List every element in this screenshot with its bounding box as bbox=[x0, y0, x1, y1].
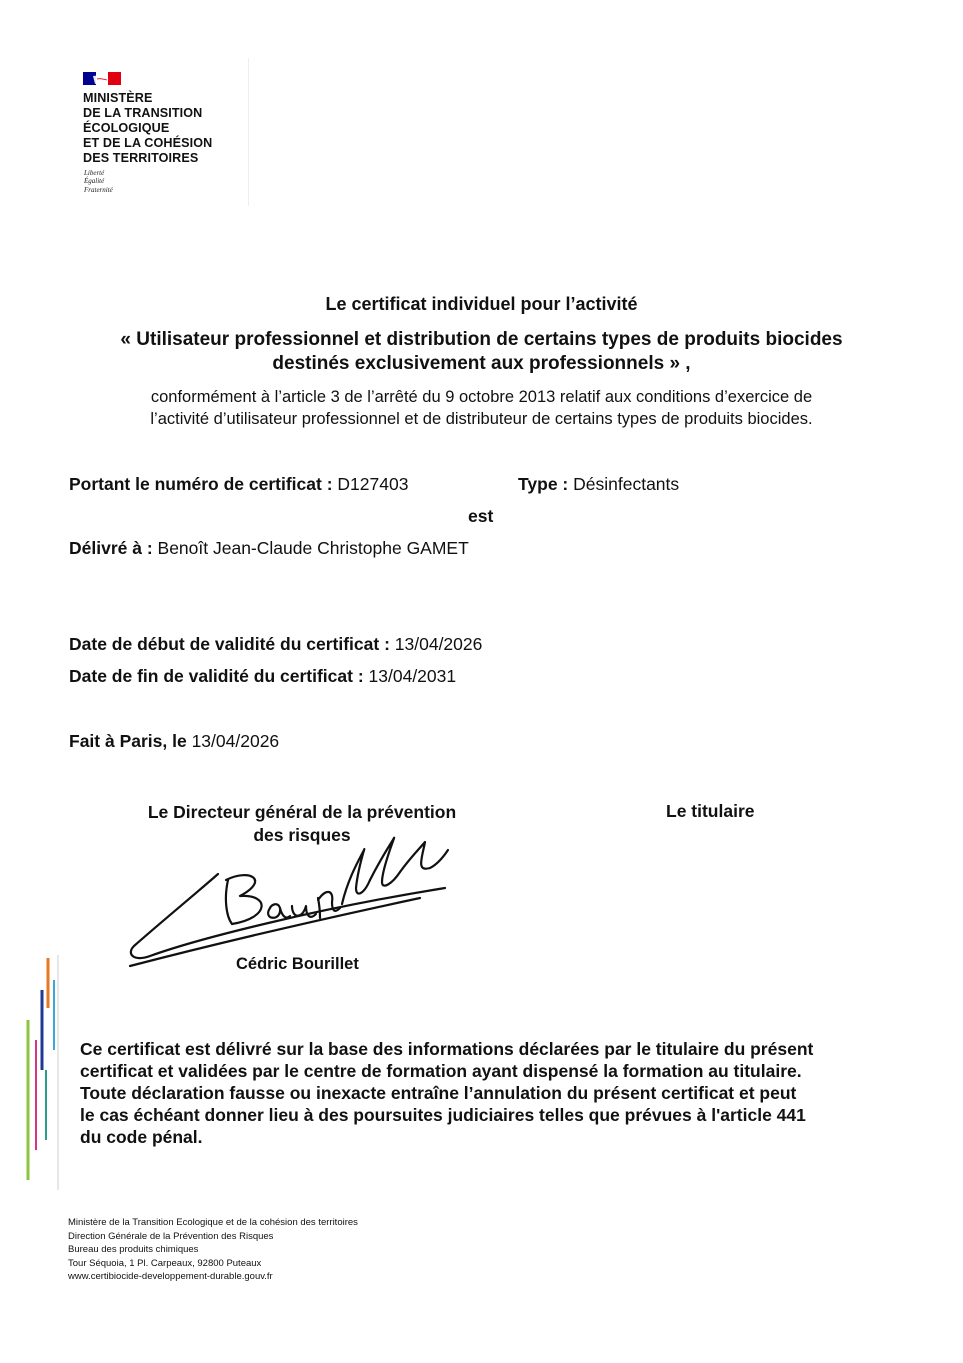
certificate-type-label: Type : bbox=[518, 474, 569, 494]
certificate-type-field bbox=[518, 474, 679, 495]
notice-line: Ce certificat est délivré sur la base des informations déclarées par le titulaire du présent bbox=[80, 1039, 814, 1059]
delivered-to-field bbox=[69, 538, 469, 559]
issue-place-date-field bbox=[69, 731, 279, 752]
holder-signature-title: Le titulaire bbox=[666, 801, 755, 821]
footer-line: Tour Séquoia, 1 Pl. Carpeaux, 92800 Puteaux bbox=[68, 1257, 262, 1269]
legal-reference-line2: l’activité d’utilisateur professionnel et de distributeur de certains types de produits biocides. bbox=[150, 410, 813, 428]
certificate-type-value: Désinfectants bbox=[573, 474, 680, 494]
footer-website-link[interactable]: www.certibiocide-developpement-durable.gouv.fr bbox=[68, 1271, 273, 1282]
motto-line: Égalité bbox=[84, 177, 105, 186]
issue-date-value: 13/04/2026 bbox=[191, 731, 280, 751]
decorative-stripes bbox=[18, 950, 68, 1190]
footer-address bbox=[68, 1216, 358, 1284]
est-text: est bbox=[468, 506, 494, 526]
ministry-line: DE LA TRANSITION bbox=[83, 106, 203, 120]
marianne-flag-icon bbox=[83, 72, 121, 85]
republic-motto bbox=[84, 169, 113, 194]
footer-line: Direction Générale de la Prévention des Risques bbox=[68, 1230, 274, 1242]
certificate-number-value: D127403 bbox=[337, 474, 409, 494]
activity-title-line2: destinés exclusivement aux professionnels » , bbox=[272, 353, 691, 374]
notice-line: Toute déclaration fausse ou inexacte entraîne l’annulation du présent certificat et peut bbox=[80, 1083, 797, 1103]
issue-place-label: Fait à Paris, le bbox=[69, 731, 187, 751]
holder-name: Benoît Jean-Claude Christophe GAMET bbox=[157, 538, 469, 558]
ministry-logo bbox=[68, 58, 249, 206]
certificate-title: Le certificat individuel pour l’activité bbox=[325, 294, 638, 314]
delivered-to-label: Délivré à : bbox=[69, 538, 153, 558]
ministry-line: DES TERRITOIRES bbox=[83, 151, 199, 165]
validity-start-label: Date de début de validité du certificat : bbox=[69, 634, 390, 654]
legal-notice bbox=[80, 1038, 910, 1148]
notice-line: le cas échéant donner lieu à des poursuites judiciaires telles que prévues à l'article 441 bbox=[80, 1105, 806, 1125]
ministry-line: ET DE LA COHÉSION bbox=[83, 136, 213, 150]
certificate-number-field bbox=[69, 474, 408, 495]
footer-line: Bureau des produits chimiques bbox=[68, 1244, 199, 1255]
notice-line: du code pénal. bbox=[80, 1127, 203, 1147]
footer-line: Ministère de la Transition Ecologique et de la cohésion des territoires bbox=[68, 1217, 358, 1228]
motto-line: Fraternité bbox=[84, 185, 113, 194]
director-title-line2: des risques bbox=[253, 825, 351, 845]
signer-name: Cédric Bourillet bbox=[236, 955, 359, 973]
validity-start-field bbox=[69, 634, 482, 655]
director-title-line1: Le Directeur général de la prévention bbox=[147, 802, 457, 822]
ministry-name bbox=[83, 91, 212, 166]
notice-line: certificat et validées par le centre de formation ayant dispensé la formation au titulaire. bbox=[80, 1061, 802, 1081]
ministry-line: ÉCOLOGIQUE bbox=[83, 121, 170, 135]
validity-end-label: Date de fin de validité du certificat : bbox=[69, 666, 364, 686]
validity-end-value: 13/04/2031 bbox=[368, 666, 457, 686]
ministry-line: MINISTÈRE bbox=[83, 91, 153, 105]
activity-title-line1: « Utilisateur professionnel et distribution de certains types de produits biocides bbox=[120, 329, 843, 350]
legal-reference-line1: conformément à l’article 3 de l’arrêté du 9 octobre 2013 relatif aux conditions d’exercice de bbox=[150, 388, 813, 406]
motto-line: Liberté bbox=[84, 169, 105, 177]
validity-start-value: 13/04/2026 bbox=[394, 634, 483, 654]
validity-end-field bbox=[69, 666, 456, 687]
certificate-number-label: Portant le numéro de certificat : bbox=[69, 474, 333, 494]
